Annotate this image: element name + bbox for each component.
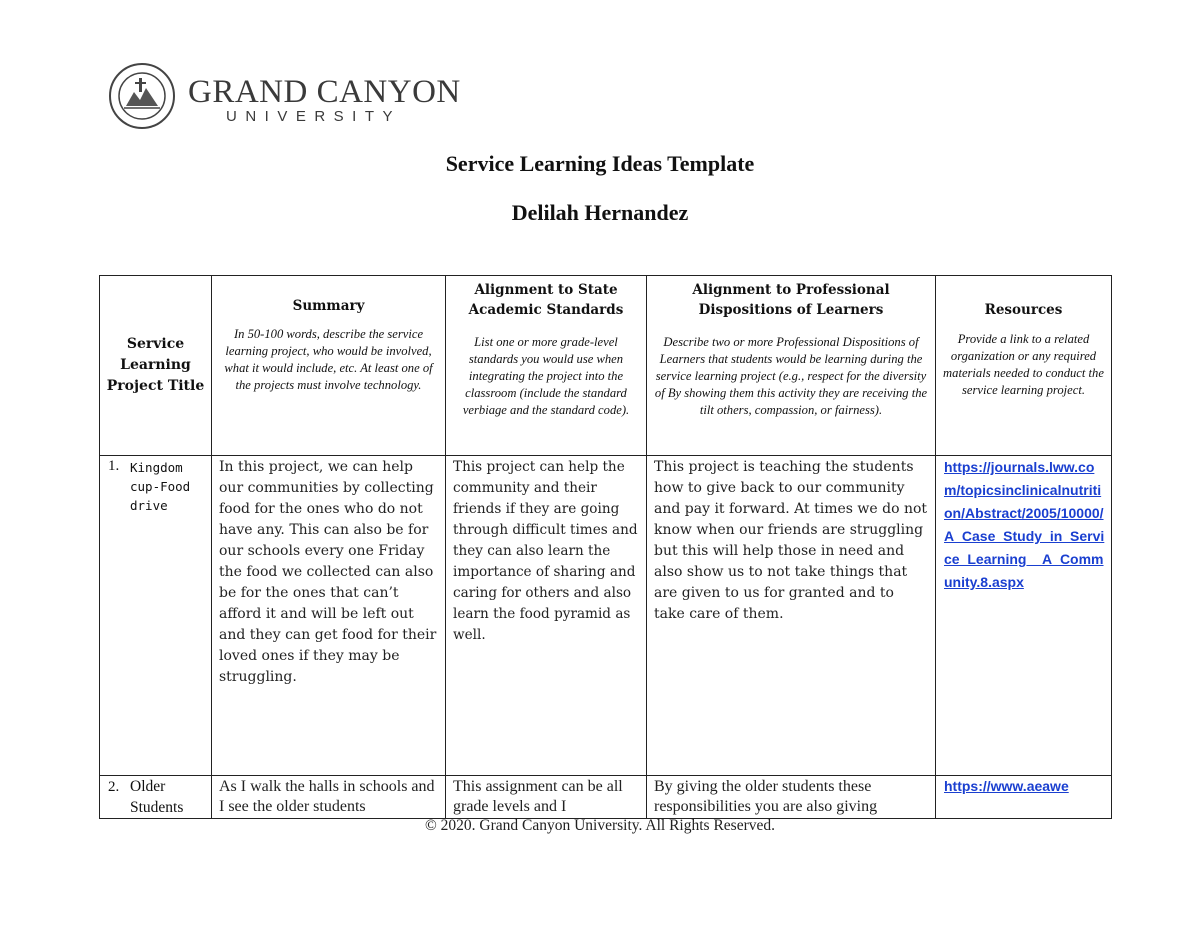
project-title-cell <box>100 456 212 776</box>
standards-cell: This assignment can be all grade levels and I <box>446 776 647 819</box>
column-description: Describe two or more Professional Dispositions of Learners that students would be learning during the service learning project (e.g., respect for the diversity of By showing them this activity they are receiving the tilt others, compassion, or fairness). <box>654 335 928 417</box>
column-title: Alignment to State Academic Standards <box>468 282 624 318</box>
column-title: Alignment to Professional Dispositions of Learners <box>692 282 890 318</box>
row-number: 2. <box>108 779 120 795</box>
summary-cell: In this project, we can help our communities by collecting food for the ones who do not have any. This can also be for our schools every one Friday the food we collected can also be for the ones that can’t afford it and will be left out and they can get food for their loved ones if they may be struggling. <box>212 456 446 776</box>
project-title: Kingdom cup-Food drive <box>130 460 191 513</box>
row-number: 1. <box>108 458 120 474</box>
service-learning-table <box>99 275 1112 819</box>
resource-link[interactable]: https://www.aeawe <box>936 776 1112 819</box>
header-project-title <box>100 276 212 456</box>
author-name: Delilah Hernandez <box>511 200 689 225</box>
column-title: Summary <box>292 298 365 314</box>
column-description: List one or more grade-level standards you would use when integrating the project into the classroom (include the standard verbiage and the standard code). <box>462 335 630 417</box>
header-state-standards <box>446 276 647 456</box>
header-dispositions <box>647 276 936 456</box>
summary-cell: As I walk the halls in schools and I see the older students <box>212 776 446 819</box>
project-title: Older Students <box>130 778 184 816</box>
resource-link[interactable]: https://journals.lww.com/topicsinclinicalnutrition/Abstract/2005/10000/A_Case_Study_in_Service_Learning__A_Community.8.aspx <box>936 456 1112 776</box>
project-title-cell <box>100 776 212 819</box>
standards-cell: This project can help the community and their friends if they are going through difficult times and they can also learn the importance of sharing and caring for others and also learn the food pyramid as well. <box>446 456 647 776</box>
header-resources <box>936 276 1112 456</box>
column-description: Provide a link to a related organization or any required materials needed to conduct the service learning project. <box>943 332 1104 397</box>
gcu-logo <box>106 62 461 130</box>
header-summary <box>212 276 446 456</box>
dispositions-cell: This project is teaching the students how to give back to our community and pay it forward. At times we do not know when our friends are struggling but this will help those in need and also show us to not take things that are given to us for granted and to take care of them. <box>647 456 936 776</box>
logo-subtext: UNIVERSITY <box>226 108 402 125</box>
dispositions-cell: By giving the older students these responsibilities you are also giving <box>647 776 936 819</box>
university-seal-icon <box>106 62 178 130</box>
table-row <box>100 776 1112 819</box>
column-description: In 50-100 words, describe the service learning project, who would be involved, what it would include, etc. At least one of the projects must involve technology. <box>224 327 433 392</box>
logo-wordmark: GRAND CANYON <box>188 74 461 110</box>
table-row <box>100 456 1112 776</box>
copyright-footer: © 2020. Grand Canyon University. All Rights Reserved. <box>424 817 775 834</box>
column-title: Service Learning Project Title <box>106 336 205 394</box>
document-title: Service Learning Ideas Template <box>445 151 755 176</box>
column-title: Resources <box>984 302 1063 318</box>
table-header-row <box>100 276 1112 456</box>
